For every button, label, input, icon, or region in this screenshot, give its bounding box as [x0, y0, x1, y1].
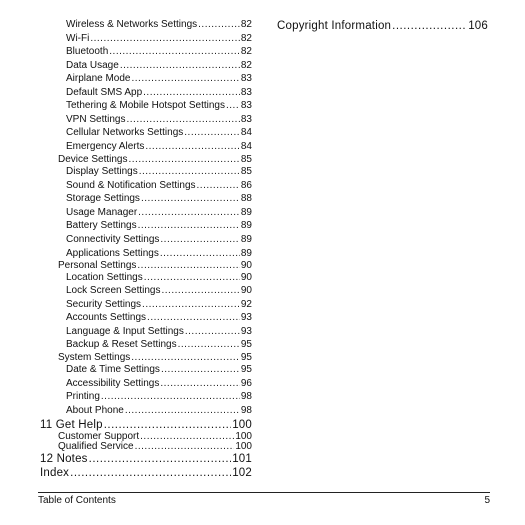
toc-entry-title: Applications Settings: [66, 248, 159, 259]
toc-entry-title: Wi-Fi: [66, 33, 90, 44]
toc-entry[interactable]: [66, 166, 252, 178]
toc-entry-title: Cellular Networks Settings: [66, 127, 184, 138]
toc-entry-title: Location Settings: [66, 272, 143, 283]
toc-entry[interactable]: [66, 180, 252, 192]
toc-entry-page: 101: [232, 453, 252, 465]
toc-entry-title: About Phone: [66, 405, 124, 416]
toc-entry[interactable]: [66, 33, 252, 45]
toc-dot-leader: [226, 100, 240, 112]
toc-entry-title: Tethering & Mobile Hotspot Settings: [66, 100, 225, 111]
toc-entry-page: 89: [240, 234, 252, 245]
toc-dot-leader: [104, 418, 231, 432]
toc-dot-leader: [198, 19, 240, 31]
toc-entry-title: Accessibility Settings: [66, 378, 160, 389]
toc-entry-page: 83: [240, 73, 252, 84]
toc-dot-leader: [101, 391, 240, 403]
toc-entry[interactable]: [66, 299, 252, 311]
toc-entry[interactable]: [277, 19, 488, 33]
toc-entry-page: 85: [240, 166, 252, 177]
toc-entry[interactable]: [66, 220, 252, 232]
toc-entry-title: 12 Notes: [40, 453, 88, 465]
toc-entry[interactable]: [40, 452, 252, 466]
toc-entry[interactable]: [58, 352, 252, 364]
toc-entry-title: Language & Input Settings: [66, 326, 184, 337]
toc-entry-page: 93: [240, 312, 252, 323]
toc-dot-leader: [128, 154, 239, 166]
toc-entry-title: Lock Screen Settings: [66, 285, 161, 296]
footer-section-title: Table of Contents: [38, 495, 116, 506]
toc-dot-leader: [109, 46, 240, 58]
toc-entry[interactable]: [66, 339, 252, 351]
toc-dot-leader: [184, 127, 240, 139]
toc-entry-title: 11 Get Help: [40, 419, 103, 431]
toc-entry-page: 93: [240, 326, 252, 337]
toc-entry[interactable]: [58, 260, 252, 272]
toc-entry-title: Airplane Mode: [66, 73, 131, 84]
toc-entry-title: Bluetooth: [66, 46, 109, 57]
toc-entry-title: Usage Manager: [66, 207, 138, 218]
toc-dot-leader: [70, 466, 231, 480]
toc-entry-page: 82: [240, 46, 252, 57]
toc-entry[interactable]: [66, 87, 252, 99]
toc-dot-leader: [137, 260, 239, 272]
toc-entry-page: 83: [240, 100, 252, 111]
toc-dot-leader: [138, 207, 240, 219]
toc-dot-leader: [197, 180, 240, 192]
toc-entry-title: Index: [40, 467, 70, 479]
toc-dot-leader: [392, 19, 467, 33]
toc-entry-page: 100: [235, 441, 252, 452]
toc-entry[interactable]: [66, 19, 252, 31]
toc-entry-page: 96: [240, 378, 252, 389]
toc-entry-page: 85: [240, 154, 252, 165]
toc-entry[interactable]: [66, 141, 252, 153]
toc-dot-leader: [185, 326, 240, 338]
toc-dot-leader: [144, 272, 240, 284]
toc-entry-page: 90: [240, 272, 252, 283]
toc-dot-leader: [125, 405, 240, 417]
toc-entry[interactable]: [66, 272, 252, 284]
toc-entry[interactable]: [66, 405, 252, 417]
toc-dot-leader: [89, 452, 232, 466]
toc-entry-title: System Settings: [58, 352, 131, 363]
toc-entry[interactable]: [66, 234, 252, 246]
toc-entry-page: 82: [240, 19, 252, 30]
toc-entry-page: 82: [240, 60, 252, 71]
toc-entry-title: Printing: [66, 391, 100, 402]
toc-entry-page: 100: [235, 431, 252, 442]
toc-entry[interactable]: [66, 46, 252, 58]
toc-entry[interactable]: [66, 100, 252, 112]
toc-entry-page: 88: [240, 193, 252, 204]
toc-entry[interactable]: [66, 207, 252, 219]
toc-entry[interactable]: [58, 154, 252, 166]
toc-dot-leader: [145, 141, 240, 153]
toc-entry-page: 89: [240, 207, 252, 218]
toc-dot-leader: [120, 60, 240, 72]
footer-page-number: 5: [484, 495, 490, 506]
toc-entry-title: Device Settings: [58, 154, 128, 165]
toc-dot-leader: [143, 87, 240, 99]
toc-entry-page: 86: [240, 180, 252, 191]
toc-entry-title: Emergency Alerts: [66, 141, 145, 152]
toc-dot-leader: [138, 220, 240, 232]
toc-entry-title: Copyright Information: [277, 20, 392, 32]
toc-entry-page: 90: [240, 285, 252, 296]
toc-entry-page: 89: [240, 248, 252, 259]
toc-entry-page: 82: [240, 33, 252, 44]
toc-entry-title: Storage Settings: [66, 193, 140, 204]
toc-entry-page: 95: [240, 364, 252, 375]
toc-entry-title: Connectivity Settings: [66, 234, 160, 245]
toc-entry[interactable]: [66, 127, 252, 139]
toc-entry-page: 84: [240, 127, 252, 138]
toc-entry-page: 83: [240, 87, 252, 98]
toc-entry[interactable]: [66, 378, 252, 390]
toc-entry-page: 106: [468, 20, 488, 32]
toc-dot-leader: [161, 364, 240, 376]
toc-dot-leader: [178, 339, 240, 351]
footer-divider: [38, 492, 490, 493]
toc-entry-page: 95: [240, 352, 252, 363]
toc-entry-page: 102: [232, 467, 252, 479]
toc-entry-page: 90: [240, 260, 252, 271]
toc-dot-leader: [162, 285, 240, 297]
toc-entry[interactable]: [66, 285, 252, 297]
toc-entry-title: Qualified Service: [58, 441, 134, 452]
toc-entry[interactable]: [66, 312, 252, 324]
toc-dot-leader: [126, 114, 239, 126]
toc-entry-title: Security Settings: [66, 299, 142, 310]
toc-entry[interactable]: [40, 466, 252, 480]
toc-entry[interactable]: [66, 364, 252, 376]
toc-entry[interactable]: [66, 326, 252, 338]
toc-entry-title: Personal Settings: [58, 260, 137, 271]
toc-entry-title: Battery Settings: [66, 220, 137, 231]
toc-entry[interactable]: [66, 73, 252, 85]
toc-dot-leader: [90, 33, 240, 45]
toc-entry-page: 89: [240, 220, 252, 231]
toc-entry[interactable]: [66, 114, 252, 126]
toc-entry-title: Customer Support: [58, 431, 140, 442]
toc-dot-leader: [131, 352, 240, 364]
toc-entry-page: 100: [232, 419, 252, 431]
toc-dot-leader: [139, 166, 240, 178]
toc-dot-leader: [141, 193, 240, 205]
toc-dot-leader: [142, 299, 240, 311]
toc-dot-leader: [131, 73, 239, 85]
toc-entry-title: Data Usage: [66, 60, 119, 71]
toc-entry-title: Display Settings: [66, 166, 138, 177]
toc-dot-leader: [147, 312, 240, 324]
toc-entry-page: 95: [240, 339, 252, 350]
toc-entry-title: Date & Time Settings: [66, 364, 160, 375]
toc-entry-page: 84: [240, 141, 252, 152]
toc-entry-page: 98: [240, 391, 252, 402]
toc-entry-title: Wireless & Networks Settings: [66, 19, 198, 30]
toc-entry[interactable]: [66, 60, 252, 72]
toc-entry[interactable]: [66, 248, 252, 260]
toc-entry[interactable]: [66, 391, 252, 403]
toc-entry-title: Default SMS App: [66, 87, 143, 98]
toc-entry-title: Backup & Reset Settings: [66, 339, 177, 350]
toc-entry-page: 83: [240, 114, 252, 125]
toc-entry-title: VPN Settings: [66, 114, 126, 125]
toc-entry[interactable]: [66, 193, 252, 205]
toc-entry-page: 98: [240, 405, 252, 416]
toc-dot-leader: [160, 378, 240, 390]
toc-dot-leader: [160, 248, 240, 260]
toc-entry-page: 92: [240, 299, 252, 310]
toc-entry[interactable]: [40, 418, 252, 432]
toc-entry-title: Sound & Notification Settings: [66, 180, 196, 191]
toc-entry-title: Accounts Settings: [66, 312, 147, 323]
toc-dot-leader: [160, 234, 239, 246]
